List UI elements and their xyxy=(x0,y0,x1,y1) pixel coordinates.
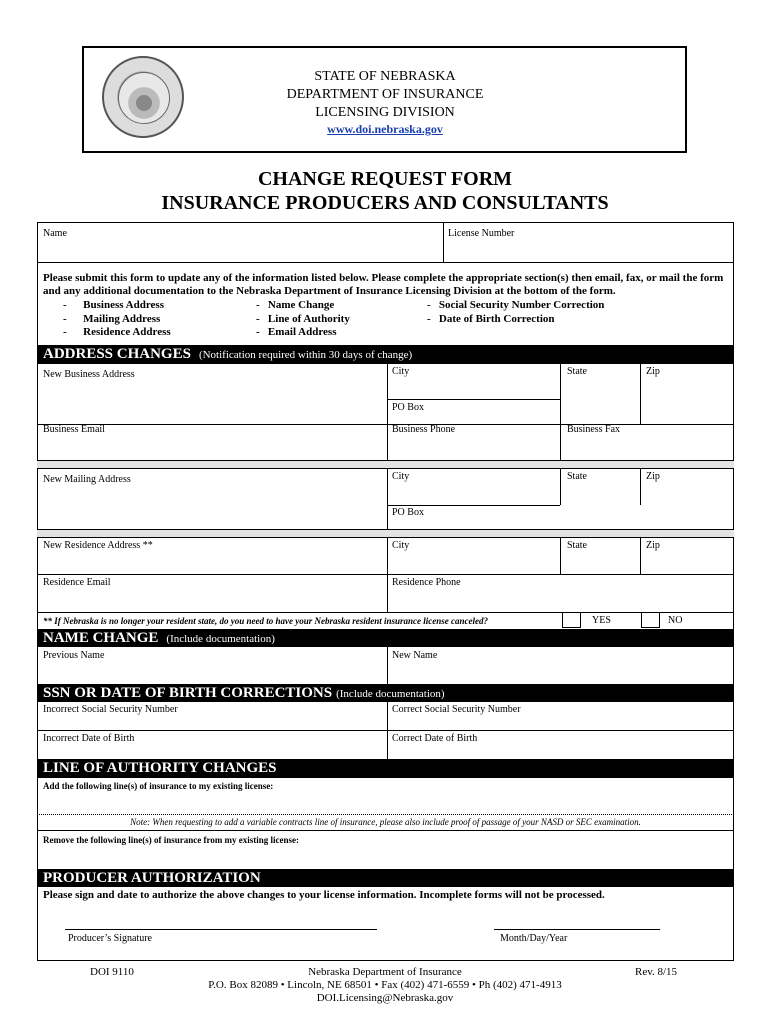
form-number: DOI 9110 xyxy=(90,966,134,978)
business-phone-field[interactable]: Business Phone xyxy=(392,424,456,435)
residence-state-field[interactable]: State xyxy=(567,540,587,551)
mailing-state-field[interactable]: State xyxy=(567,471,587,482)
no-checkbox[interactable] xyxy=(641,612,660,628)
address-changes-heading: ADDRESS CHANGES (Notification required within 30 days of change) xyxy=(37,345,734,364)
residence-phone-field[interactable]: Residence Phone xyxy=(392,577,461,588)
name-field[interactable]: Name xyxy=(43,228,67,239)
footer-email[interactable]: DOI.Licensing@Nebraska.gov xyxy=(316,992,454,1004)
state-seal-logo xyxy=(102,56,184,138)
remove-lines-field[interactable]: Remove the following line(s) of insurance from my existing license: xyxy=(43,835,300,845)
instructions-list-col3: - Social Security Number Correction - Date of Birth Correction xyxy=(427,299,605,325)
revision: Rev. 8/15 xyxy=(635,966,678,978)
header-state: STATE OF NEBRASKA xyxy=(314,69,456,84)
producer-authorization-heading: PRODUCER AUTHORIZATION xyxy=(37,869,734,887)
business-fax-field[interactable]: Business Fax xyxy=(567,424,621,435)
incorrect-ssn-field[interactable]: Incorrect Social Security Number xyxy=(43,704,178,715)
form-title: CHANGE REQUEST FORM xyxy=(257,168,513,190)
signature-line[interactable] xyxy=(65,929,377,930)
instructions-list-col1: - Business Address - Mailing Address - Residence Address xyxy=(63,299,171,338)
ssn-dob-heading: SSN OR DATE OF BIRTH CORRECTIONS (Include documentation) xyxy=(37,684,734,702)
residence-zip-field[interactable]: Zip xyxy=(646,540,660,551)
authorization-text: Please sign and date to authorize the above changes to your license information. Incomplete forms will not be processed. xyxy=(43,889,605,901)
mailing-po-box-field[interactable]: PO Box xyxy=(392,507,424,518)
variable-contracts-note: Note: When requesting to add a variable contracts line of insurance, please also include proof of passage of your NASD or SEC examination. xyxy=(130,817,641,827)
residence-email-field[interactable]: Residence Email xyxy=(43,577,111,588)
resident-question: ** If Nebraska is no longer your resident state, do you need to have your Nebraska resident insurance license canceled? xyxy=(43,616,488,626)
header-department: DEPARTMENT OF INSURANCE xyxy=(286,87,484,102)
incorrect-dob-field[interactable]: Incorrect Date of Birth xyxy=(43,733,135,744)
new-residence-address-field[interactable]: New Residence Address ** xyxy=(43,540,153,551)
date-label: Month/Day/Year xyxy=(500,933,568,944)
date-line[interactable] xyxy=(494,929,660,930)
business-state-field[interactable]: State xyxy=(567,366,587,377)
business-zip-field[interactable]: Zip xyxy=(646,366,660,377)
license-number-field[interactable]: License Number xyxy=(448,228,515,239)
business-email-field[interactable]: Business Email xyxy=(43,424,105,435)
divider xyxy=(37,529,734,538)
correct-dob-field[interactable]: Correct Date of Birth xyxy=(392,733,478,744)
name-change-heading: NAME CHANGE (Include documentation) xyxy=(37,629,734,647)
divider xyxy=(37,460,734,469)
instructions-list-col2: - Name Change - Line of Authority - Email Address xyxy=(256,299,350,338)
new-name-field[interactable]: New Name xyxy=(392,650,438,661)
business-city-field[interactable]: City xyxy=(392,366,410,377)
instructions-text: Please submit this form to update any of the information listed below. Please complete the appropriate section(s) then email, fax, or mail the form and any additional documentation to the Nebraska Department of Insurance Licensing Division at the bottom of the form. xyxy=(43,272,724,297)
form-subtitle: INSURANCE PRODUCERS AND CONSULTANTS xyxy=(161,192,609,214)
website-link[interactable]: www.doi.nebraska.gov xyxy=(327,122,443,136)
new-mailing-address-field[interactable]: New Mailing Address xyxy=(43,474,131,485)
mailing-zip-field[interactable]: Zip xyxy=(646,471,660,482)
footer-address: P.O. Box 82089 • Lincoln, NE 68501 • Fax (402) 471-6559 • Ph (402) 471-4913 xyxy=(208,979,562,991)
correct-ssn-field[interactable]: Correct Social Security Number xyxy=(392,704,521,715)
add-lines-field[interactable]: Add the following line(s) of insurance to my existing license: xyxy=(43,781,274,791)
yes-label: YES xyxy=(592,615,611,626)
previous-name-field[interactable]: Previous Name xyxy=(43,650,105,661)
new-business-address-field[interactable]: New Business Address xyxy=(43,369,135,380)
business-po-box-field[interactable]: PO Box xyxy=(392,402,424,413)
residence-city-field[interactable]: City xyxy=(392,540,410,551)
footer-department: Nebraska Department of Insurance xyxy=(308,966,462,978)
header-division: LICENSING DIVISION xyxy=(315,105,455,120)
yes-checkbox[interactable] xyxy=(562,612,581,628)
signature-label: Producer’s Signature xyxy=(68,933,152,944)
line-of-authority-heading: LINE OF AUTHORITY CHANGES xyxy=(37,759,734,778)
mailing-city-field[interactable]: City xyxy=(392,471,410,482)
no-label: NO xyxy=(668,615,683,626)
